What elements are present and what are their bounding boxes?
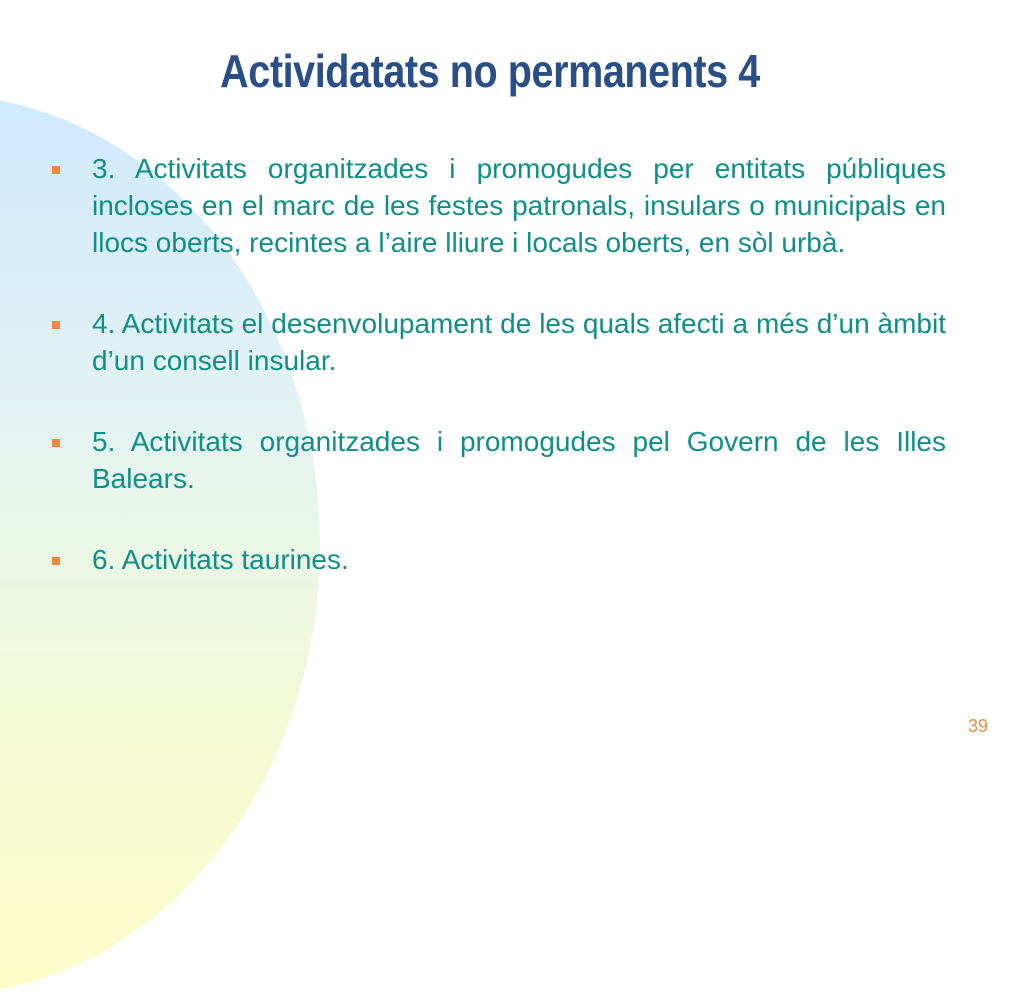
list-item-text: 3. Activitats organitzades i promogudes per entitats públiques incloses en el marc de les festes patronals, insulars o municipals en llocs oberts, recintes a l’aire lliure i locals oberts, en sòl urbà. — [92, 153, 946, 258]
square-bullet-icon — [52, 321, 60, 329]
list-item-text: 5. Activitats organitzades i promogudes pel Govern de les Illes Balears. — [92, 426, 946, 494]
slide-title: Actividatats no permanents 4 — [220, 45, 760, 97]
bullet-list — [52, 150, 946, 622]
list-item — [52, 305, 946, 379]
square-bullet-icon — [52, 439, 60, 447]
list-item — [52, 150, 946, 261]
page-number: 39 — [967, 716, 988, 736]
list-item — [52, 541, 946, 578]
list-item — [52, 423, 946, 497]
list-item-text: 4. Activitats el desenvolupament de les quals afecti a més d’un àmbit d’un consell insular. — [92, 308, 946, 376]
square-bullet-icon — [52, 557, 60, 565]
square-bullet-icon — [52, 166, 60, 174]
list-item-text: 6. Activitats taurines. — [92, 544, 349, 575]
